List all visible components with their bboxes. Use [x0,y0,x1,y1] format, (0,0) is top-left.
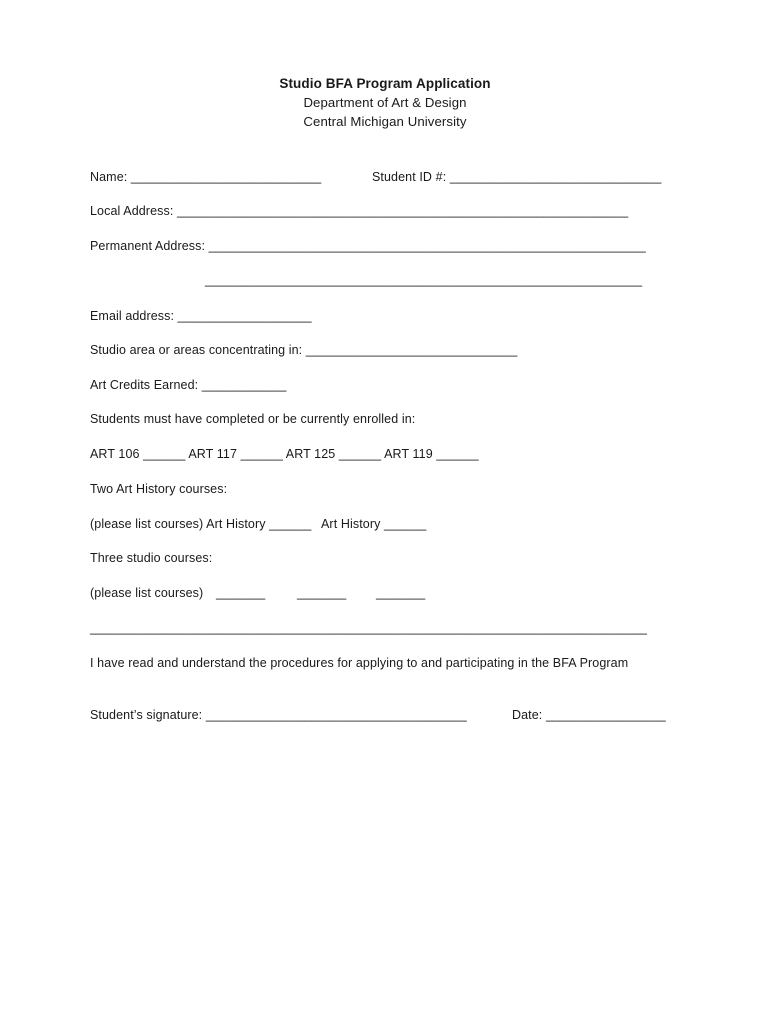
divider-line: _______________________________________________________________________________ [90,621,648,635]
studio-course-field-1[interactable]: _______ [216,586,266,600]
email-field[interactable]: Email address: ___________________ [90,309,312,323]
name-field[interactable]: Name: ___________________________ [90,170,322,184]
form-title: Studio BFA Program Application [279,76,491,91]
university-name: Central Michigan University [303,114,467,129]
permanent-address-field-line2[interactable]: ______________________________________________________________ [205,273,643,287]
local-address-field[interactable]: Local Address: ________________________________________________________________ [90,204,629,218]
student-id-field[interactable]: Student ID #: ______________________________ [372,170,662,184]
date-field[interactable]: Date: _________________ [512,708,666,722]
studio-courses-label: (please list courses) [90,586,204,600]
acknowledgement-text: I have read and understand the procedures for applying to and participating in the BFA Program [90,656,629,670]
signature-field[interactable]: Student’s signature: _____________________________________ [90,708,467,722]
studio-courses-heading: Three studio courses: [90,551,213,565]
requirement-text: Students must have completed or be currently enrolled in: [90,412,416,426]
department-name: Department of Art & Design [303,95,467,110]
art-history-heading: Two Art History courses: [90,482,228,496]
required-courses-fields[interactable]: ART 106 ______ ART 117 ______ ART 125 ______ ART 119 ______ [90,447,479,461]
studio-course-field-3[interactable]: _______ [376,586,426,600]
art-credits-field[interactable]: Art Credits Earned: ____________ [90,378,287,392]
art-history-field-1[interactable]: (please list courses) Art History ______ [90,517,312,531]
permanent-address-field[interactable]: Permanent Address: ______________________________________________________________ [90,239,646,253]
studio-area-field[interactable]: Studio area or areas concentrating in: ______________________________ [90,343,518,357]
studio-course-field-2[interactable]: _______ [297,586,347,600]
art-history-field-2[interactable]: Art History ______ [321,517,427,531]
